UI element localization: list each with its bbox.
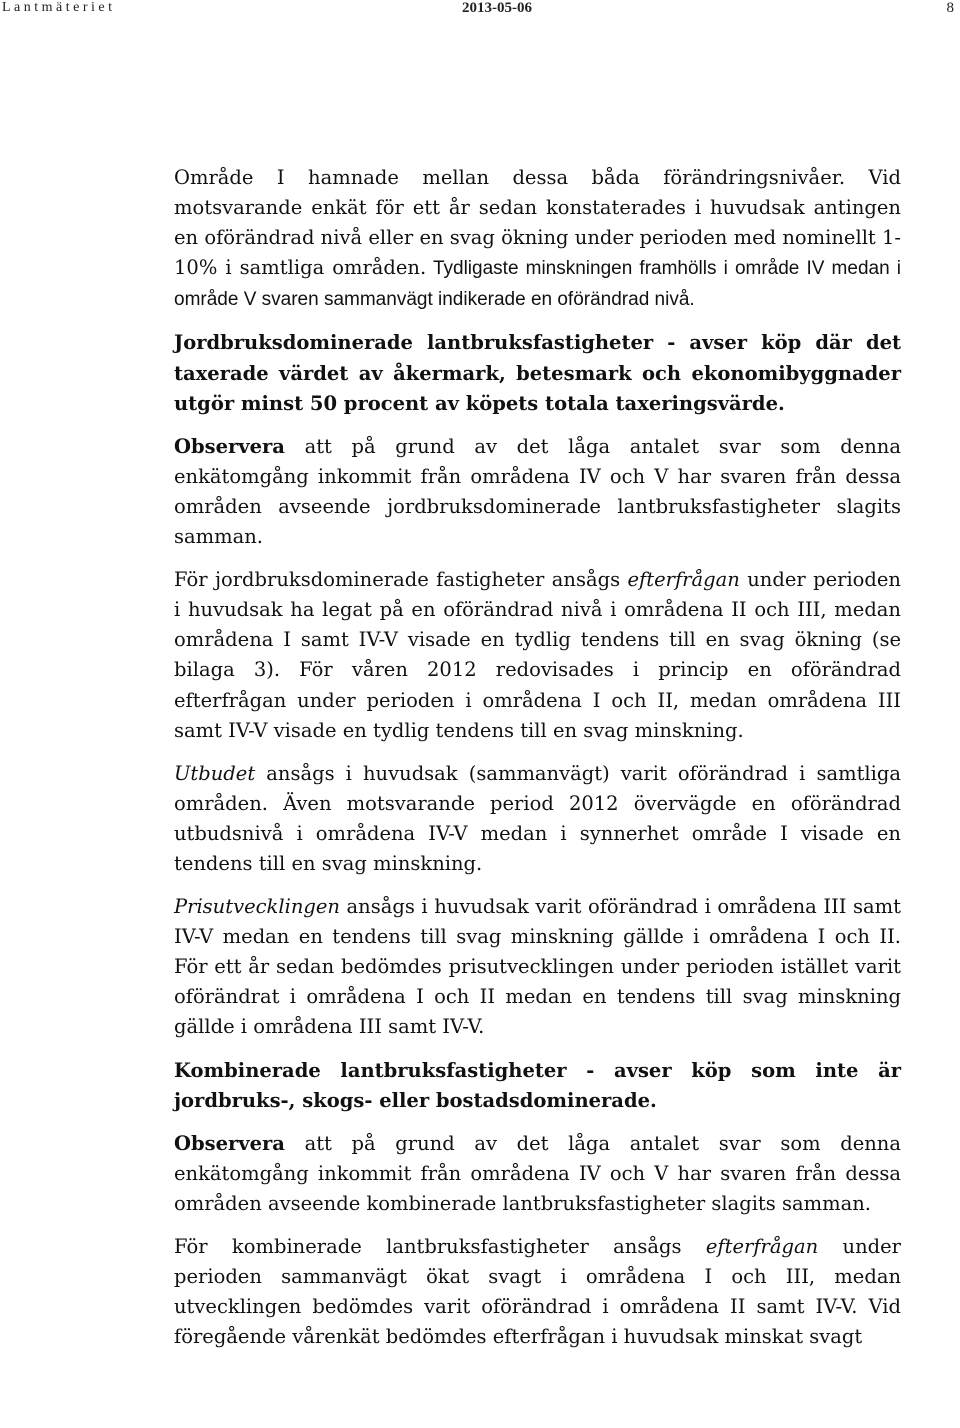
page-header — [0, 0, 960, 22]
paragraph-text: För kombinerade lantbruksfastigheter ansågs — [174, 1235, 706, 1258]
paragraph-text: ansågs i huvudsak varit oförändrad i områdena III samt IV-V medan en tendens till svag minskning gällde i områdena I och II. För ett år sedan bedömdes prisutvecklingen under perioden istället varit oförändrat i områdena I och II medan en tendens till svag minskning gällde i områdena III samt IV-V. — [174, 895, 901, 1039]
paragraph-price-jordbruk — [174, 892, 901, 1042]
section-heading-kombinerade: Kombinerade lantbruksfastigheter - avser köp som inte är jordbruks-, skogs- eller bostadsdominerade. — [174, 1058, 901, 1112]
note-lead: Observera — [174, 434, 285, 458]
section-heading-jordbruk: Jordbruksdominerade lantbruksfastigheter - avser köp där det taxerade värdet av åkermark, betesmark och ekonomibyggnader utgör minst 50 procent av köpets totala taxeringsvärde. — [174, 331, 901, 415]
paragraph-area-summary — [174, 163, 901, 315]
paragraph-text: under perioden i huvudsak ha legat på en oförändrad nivå i områdena II och III, medan områdena I samt IV-V visade en tydlig tendens till en svag ökning (se bilaga 3). För våren 2012 redovisades i princip en oförändrad efterfrågan under perioden i områdena I och II, medan områdena III samt IV-V visade en tydlig tendens till en svag minskning. — [174, 568, 901, 742]
paragraph-supply-jordbruk — [174, 759, 901, 879]
emphasis-term: efterfrågan — [705, 1235, 819, 1258]
paragraph-demand-jordbruk — [174, 565, 901, 746]
page-number: 8 — [946, 0, 954, 16]
paragraph-text: För jordbruksdominerade fastigheter ansågs — [174, 568, 628, 592]
document-body — [174, 163, 901, 1365]
paragraph-demand-kombinerade — [174, 1232, 901, 1352]
paragraph-text-sans: Tydligaste minskningen framhölls i område IV medan i område V svaren sammanvägt indikerade en oförändrad nivå. — [174, 258, 901, 311]
paragraph-note-jordbruk — [174, 432, 901, 552]
paragraph-text: under perioden sammanvägt ökat svagt i områdena I och III, medan utvecklingen bedömdes varit oförändrad i områdena II samt IV-V. Vid föregående vårenkät bedömdes efterfrågan i huvudsak minskat svagt — [174, 1235, 902, 1349]
organization-name: Lantmäteriet — [2, 0, 116, 15]
note-lead: Observera — [174, 1131, 285, 1155]
paragraph-text: ansågs i huvudsak (sammanvägt) varit oförändrad i samtliga områden. Även motsvarande period 2012 övervägde en oförändrad utbudsnivå i områdena IV-V medan i synnerhet område I visade en tendens till en svag minskning. — [174, 761, 901, 875]
document-date: 2013-05-06 — [462, 0, 532, 16]
paragraph-note-kombinerade — [174, 1129, 901, 1219]
note-text: att på grund av det låga antalet svar som denna enkätomgång inkommit från områdena IV och V har svaren från dessa områden avseende jordbruksdominerade lantbruksfastigheter slagits samman. — [174, 434, 901, 549]
emphasis-term: Utbudet — [174, 761, 256, 785]
emphasis-term: Prisutvecklingen — [174, 895, 340, 919]
note-text: att på grund av det låga antalet svar som denna enkätomgång inkommit från områdena IV och V har svaren från dessa områden avseende kombinerade lantbruksfastigheter slagits samman. — [174, 1131, 901, 1215]
emphasis-term: efterfrågan — [627, 568, 740, 592]
paragraph-text: Område I hamnade mellan dessa båda förändringsnivåer. Vid motsvarande enkät för ett år sedan konstaterades i huvudsak antingen en oförändrad nivå eller en svag ökning under perioden med nominellt 1-10% i samtliga områden. — [174, 166, 901, 280]
